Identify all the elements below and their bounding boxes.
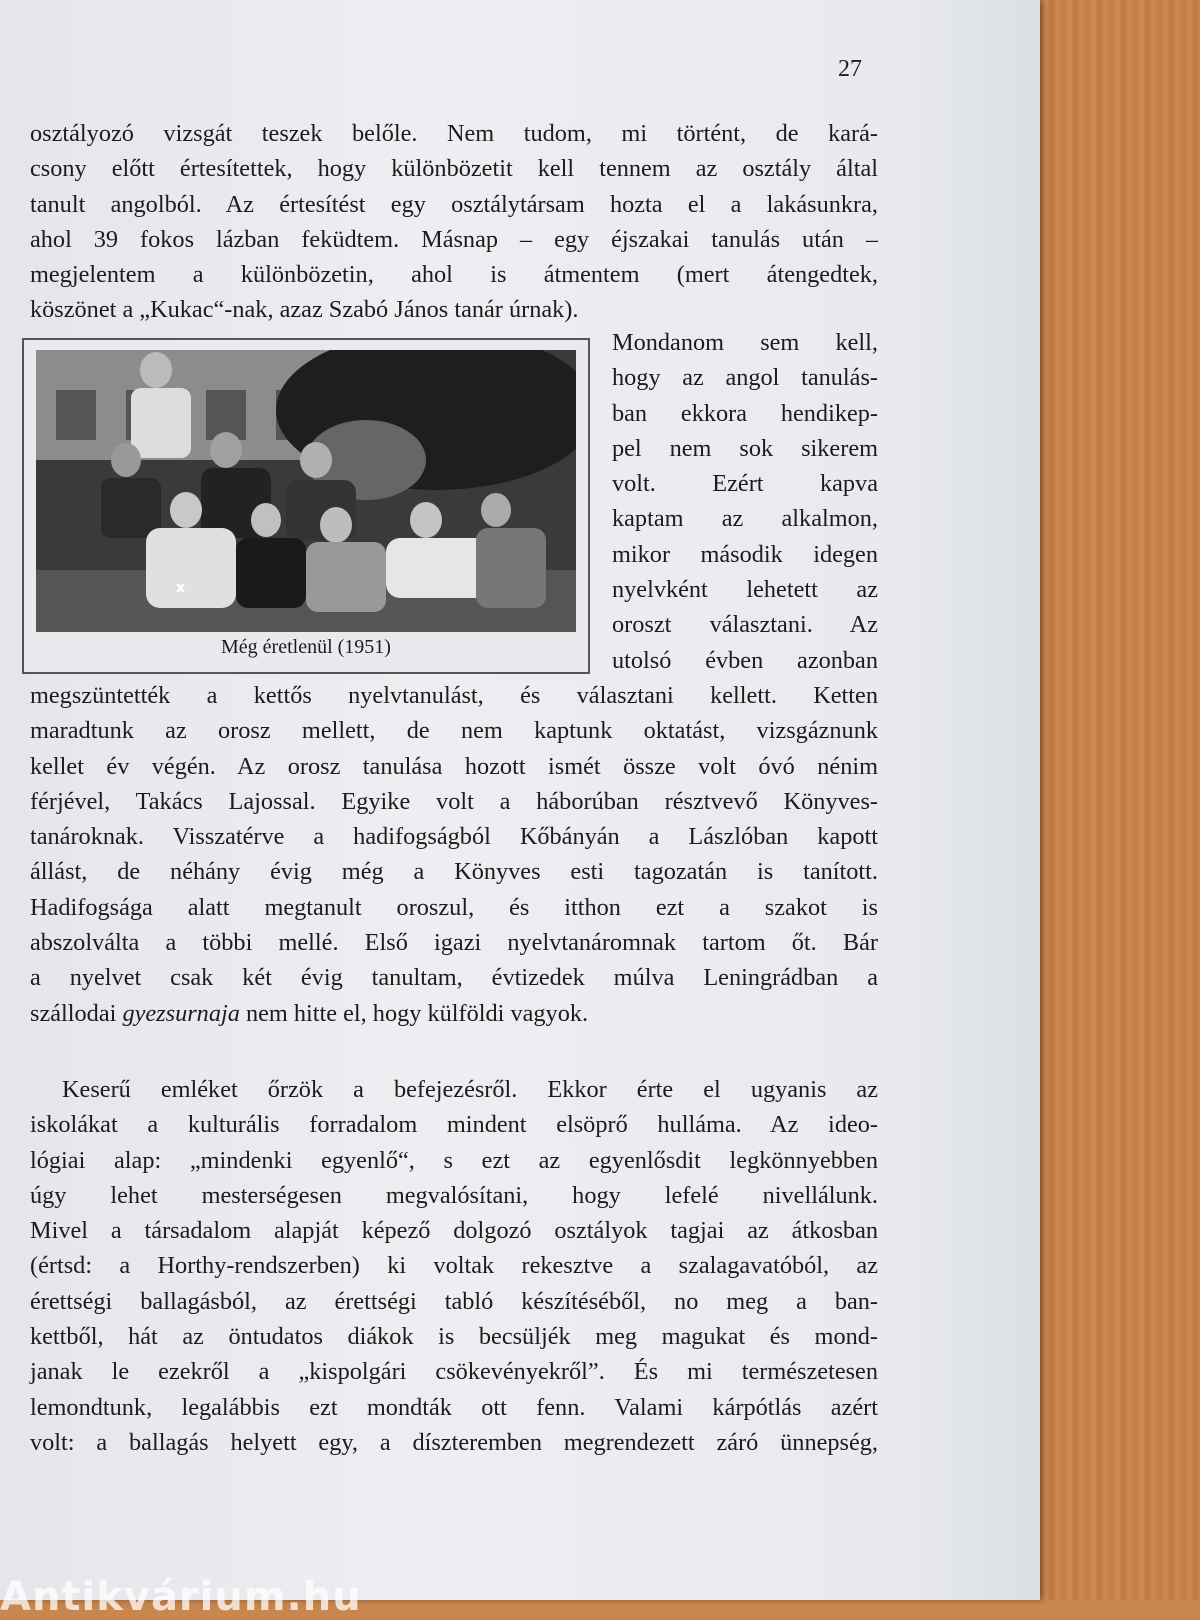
text-line: férjével, Takács Lajossal. Egyike volt a háborúban résztvevő Könyves- bbox=[30, 787, 878, 815]
text-line: hogy az angol tanulás- bbox=[612, 364, 878, 392]
text-line: utolsó évben azonban bbox=[612, 646, 878, 674]
photo-caption: Még éretlenül (1951) bbox=[221, 636, 391, 658]
text-line: tanult angolból. Az értesítést egy osztálytársam hozta el a lakásunkra, bbox=[30, 190, 878, 218]
text-line: volt. Ezért kapva bbox=[612, 470, 878, 498]
text-line: volt: a ballagás helyett egy, a díszteremben megrendezett záró ünnepség, bbox=[30, 1428, 878, 1456]
text-line: Hadifogsága alatt megtanult oroszul, és itthon ezt a szakot is bbox=[30, 893, 878, 921]
text-line: megjelentem a különbözetin, ahol is átmentem (mert átengedtek, bbox=[30, 261, 878, 289]
text-line: megszüntették a kettős nyelvtanulást, és választani kellett. Ketten bbox=[30, 682, 878, 709]
text-line: pel nem sok sikerem bbox=[612, 434, 878, 462]
photo-marker: x bbox=[176, 580, 186, 596]
text-line: úgy lehet mesterségesen megvalósítani, hogy lefelé nivellálunk. bbox=[30, 1181, 878, 1209]
text-line: kellet év végén. Az orosz tanulása hozott ismét össze volt óvó nénim bbox=[30, 752, 878, 780]
group-photo bbox=[36, 350, 576, 632]
text-line: iskolákat a kulturális forradalom mindent elsöprő hulláma. Az ideo- bbox=[30, 1111, 878, 1139]
wooden-table-background bbox=[1040, 0, 1200, 1600]
text-line: osztályozó vizsgát teszek belőle. Nem tudom, mi történt, de kará- bbox=[30, 120, 878, 147]
text-line: abszolválta a többi mellé. Első igazi nyelvtanáromnak tartom őt. Bár bbox=[30, 929, 878, 957]
text-line: mikor második idegen bbox=[612, 540, 878, 568]
text-line: tanároknak. Visszatérve a hadifogságból Kőbányán a Lászlóban kapott bbox=[30, 823, 878, 851]
text-line: Keserű emléket őrzök a befejezésről. Ekkor érte el ugyanis az bbox=[62, 1076, 878, 1103]
text-segment: nem hitte el, hogy külföldi vagyok. bbox=[239, 999, 589, 1027]
text-line: Mondanom sem kell, bbox=[612, 329, 878, 356]
text-line bbox=[30, 996, 878, 1031]
text-line: lógiai alap: „mindenki egyenlő“, s ezt az egyenlősdit legkönnyebben bbox=[30, 1146, 878, 1174]
intro-paragraph bbox=[30, 116, 878, 328]
text-line: csony előtt értesítettek, hogy különbözetit kell tennem az osztály által bbox=[30, 155, 878, 183]
text-line: érettségi ballagásból, az érettségi tabló készítéséből, no meg a ban- bbox=[30, 1287, 878, 1315]
text-line: ahol 39 fokos lázban feküdtem. Másnap – egy éjszakai tanulás után – bbox=[30, 225, 878, 253]
text-line: oroszt választani. Az bbox=[612, 611, 878, 639]
text-line: janak le ezekről a „kispolgári csökevényekről”. És mi természetesen bbox=[30, 1358, 878, 1386]
text-segment: szállodai bbox=[30, 999, 123, 1027]
continued-paragraph bbox=[30, 678, 878, 1031]
text-line: a nyelvet csak két évig tanultam, évtizedek múlva Leningrádban a bbox=[30, 964, 878, 992]
second-paragraph bbox=[30, 1072, 878, 1460]
text-line: kettből, hát az öntudatos diákok is becsüljék meg magukat és mond- bbox=[30, 1323, 878, 1351]
text-line: nyelvként lehetett az bbox=[612, 576, 878, 604]
text-line: ban ekkora hendikep- bbox=[612, 399, 878, 427]
side-column-text bbox=[612, 325, 878, 678]
text-line: lemondtunk, legalábbis ezt mondták ott fenn. Valami kárpótlás azért bbox=[30, 1393, 878, 1421]
text-line: Mivel a társadalom alapját képező dolgozó osztályok tagjai az átkosban bbox=[30, 1217, 878, 1245]
watermark: Antikvárium.hu bbox=[0, 1574, 362, 1620]
text-line: maradtunk az orosz mellett, de nem kaptunk oktatást, vizsgáznunk bbox=[30, 717, 878, 745]
text-line: köszönet a „Kukac“-nak, azaz Szabó János tanár úrnak). bbox=[30, 296, 579, 324]
photo-figure bbox=[22, 338, 590, 674]
text-line: állást, de néhány évig még a Könyves esti tagozatán is tanított. bbox=[30, 858, 878, 886]
italic-word: gyezsurnaja bbox=[122, 999, 240, 1027]
page-number: 27 bbox=[838, 56, 862, 82]
text-line: kaptam az alkalmon, bbox=[612, 505, 878, 533]
text-line: (értsd: a Horthy-rendszerben) ki voltak rekesztve a szalagavatóból, az bbox=[30, 1252, 878, 1280]
group-photo-illustration bbox=[36, 350, 576, 632]
